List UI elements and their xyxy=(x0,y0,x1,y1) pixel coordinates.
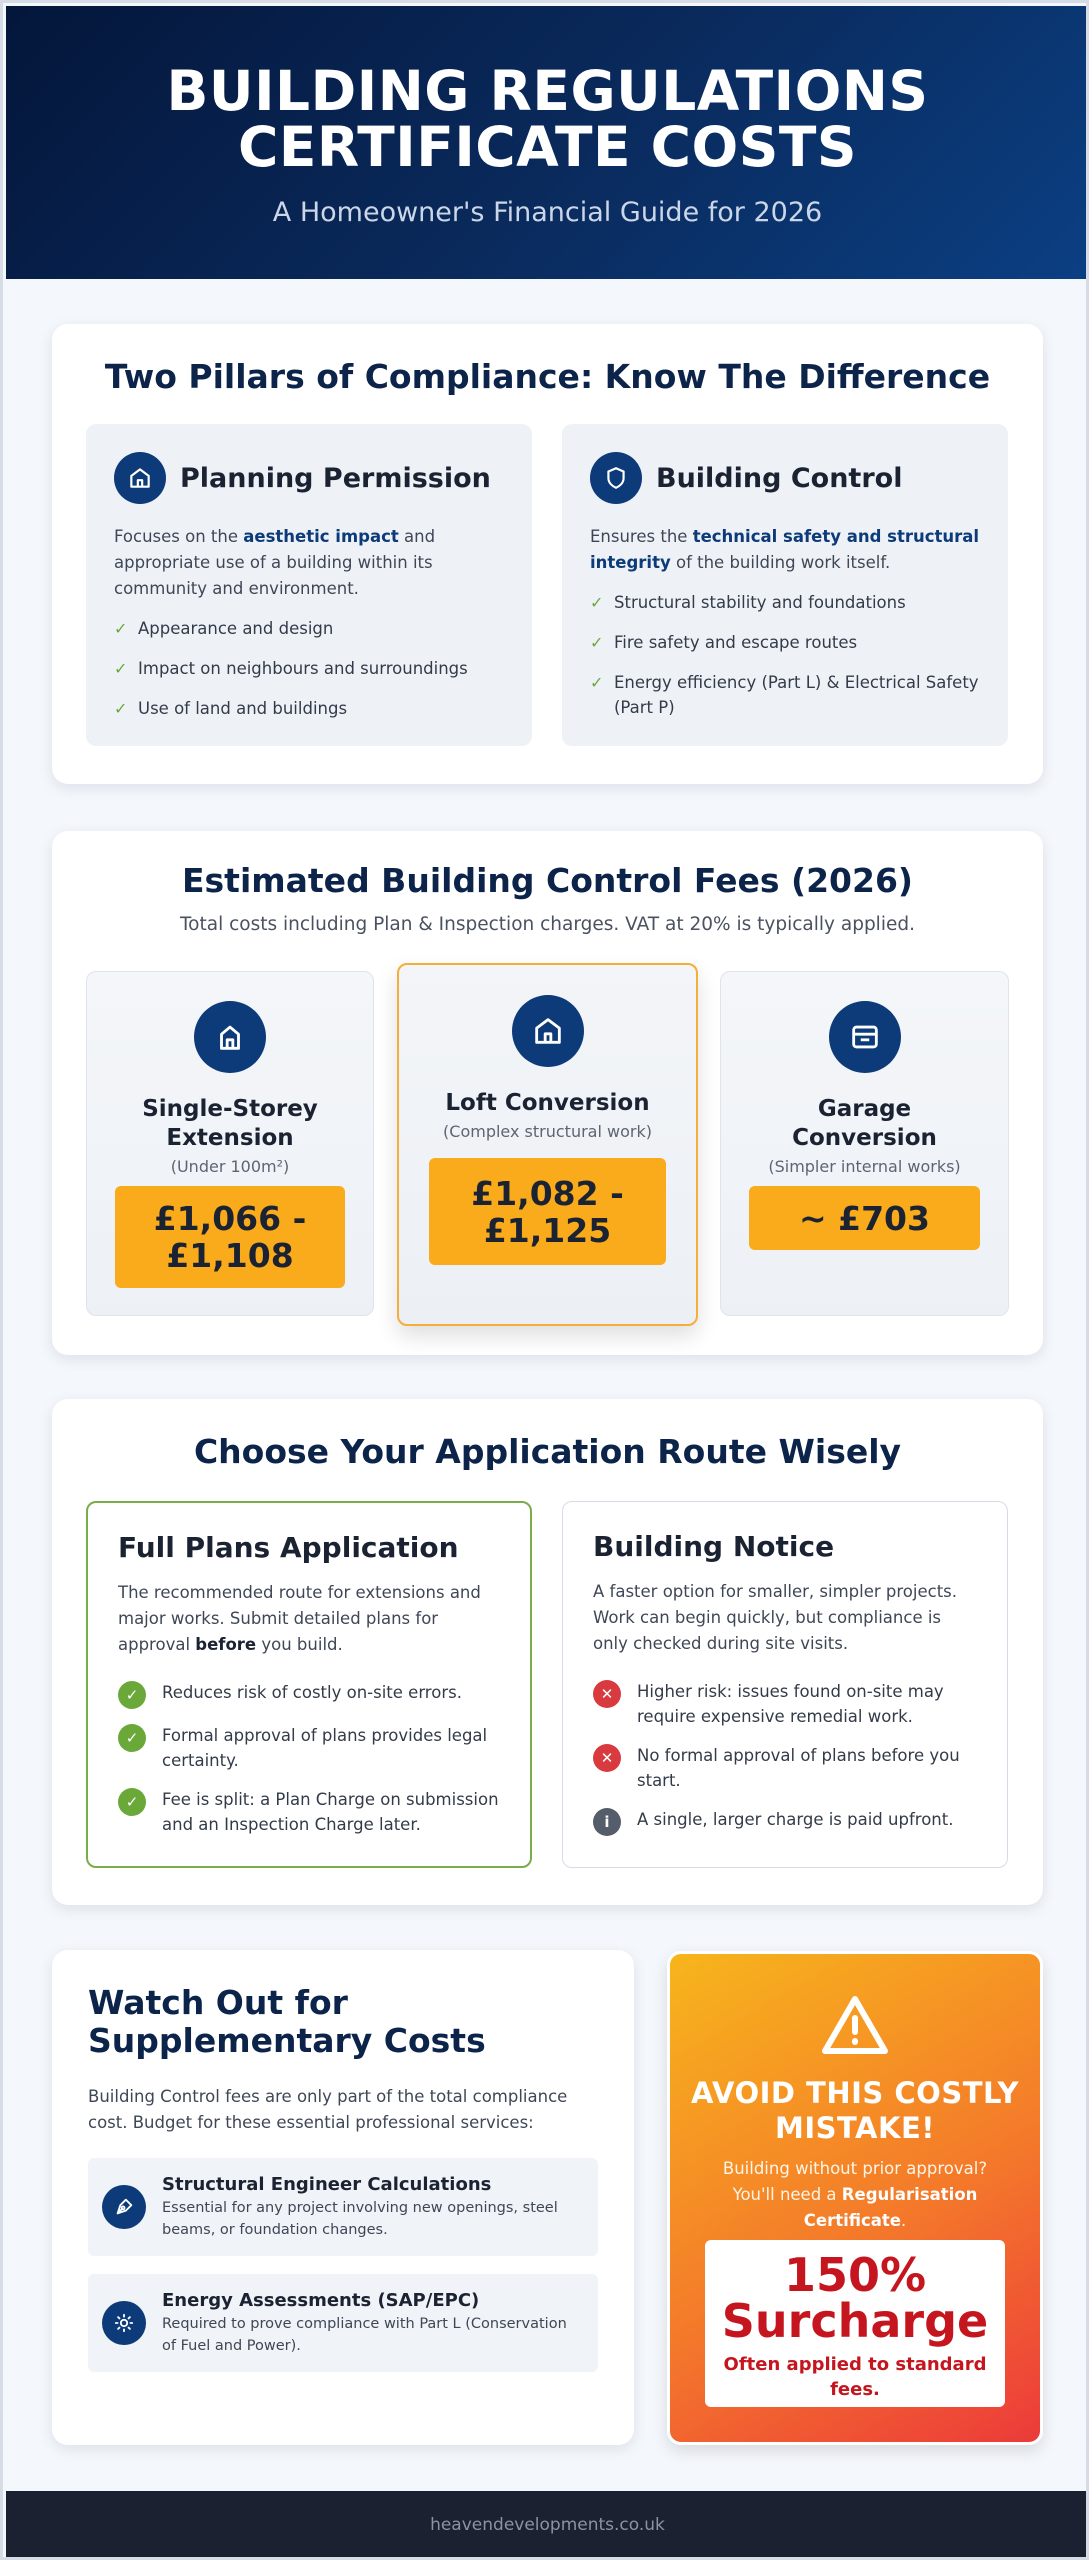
check-icon: ✓ xyxy=(590,673,604,692)
control-description: Ensures the technical safety and structural integrity of the building work itself. xyxy=(590,527,980,572)
fees-title: Estimated Building Control Fees (2026) xyxy=(181,861,913,900)
planning-description: Focuses on the aesthetic impact and appropriate use of a building within its community and environment. xyxy=(114,527,436,598)
fee-note: (Simpler internal works) xyxy=(768,1157,961,1176)
check-icon: ✓ xyxy=(114,699,128,718)
building-notice-heading: Building Notice xyxy=(593,1530,835,1563)
page-subtitle: A Homeowner's Financial Guide for 2026 xyxy=(272,197,823,228)
control-heading: Building Control xyxy=(656,462,903,494)
list-item: ✓ Fire safety and escape routes xyxy=(590,630,980,655)
page-header xyxy=(6,6,1089,279)
pillars-section xyxy=(52,324,1043,784)
pen-tool-icon xyxy=(102,2185,146,2229)
shield-icon xyxy=(590,452,642,504)
house-icon xyxy=(114,452,166,504)
pillars-title: Two Pillars of Compliance: Know The Difference xyxy=(104,357,991,396)
control-list xyxy=(590,590,980,720)
warning-triangle-icon xyxy=(670,1994,1040,2060)
list-item: ✓ Use of land and buildings xyxy=(114,696,504,721)
warning-message: Building without prior approval? You'll need a Regularisation Certificate. xyxy=(722,2159,988,2230)
supplementary-item-title: Structural Engineer Calculations xyxy=(162,2173,492,2195)
fees-section xyxy=(52,831,1043,1355)
fee-name: Loft Conversion xyxy=(445,1090,650,1116)
surcharge-note: Often applied to standard fees. xyxy=(723,2354,987,2400)
list-item: i A single, larger charge is paid upfront. xyxy=(593,1807,977,1836)
building-notice-description: A faster option for smaller, simpler projects. Work can begin quickly, but compliance is only checked during site visits. xyxy=(593,1582,958,1653)
fee-price: £1,066 - £1,108 xyxy=(115,1186,345,1288)
list-item: ✕ Higher risk: issues found on-site may require expensive remedial work. xyxy=(593,1679,977,1729)
supplementary-description: Building Control fees are only part of the total compliance cost. Budget for these essential professional services: xyxy=(88,2087,568,2132)
building-notice-card xyxy=(562,1501,1008,1868)
page-title: BUILDING REGULATIONS CERTIFICATE COSTS xyxy=(166,59,929,179)
sun-icon xyxy=(102,2301,146,2345)
list-item: ✓ Formal approval of plans provides legal certainty. xyxy=(118,1723,500,1773)
x-circle-icon: ✕ xyxy=(593,1744,621,1772)
fee-card-extension xyxy=(86,971,374,1316)
check-icon: ✓ xyxy=(590,633,604,652)
check-icon: ✓ xyxy=(114,619,128,638)
list-item: ✓ Impact on neighbours and surroundings xyxy=(114,656,504,681)
planning-heading: Planning Permission xyxy=(180,462,491,494)
fees-subtitle: Total costs including Plan & Inspection charges. VAT at 20% is typically applied. xyxy=(180,914,915,935)
building-notice-list xyxy=(593,1679,977,1836)
supplementary-item xyxy=(88,2158,598,2256)
fee-name: Garage Conversion xyxy=(792,1096,937,1151)
warning-card xyxy=(667,1951,1043,2445)
fee-price: £1,082 - £1,125 xyxy=(429,1158,666,1265)
supplementary-item-title: Energy Assessments (SAP/EPC) xyxy=(162,2289,480,2311)
supplementary-item xyxy=(88,2274,598,2372)
supplementary-item-desc: Required to prove compliance with Part L (Conservation of Fuel and Power). xyxy=(162,2315,567,2354)
info-circle-icon: i xyxy=(593,1808,621,1836)
supplementary-item-desc: Essential for any project involving new openings, steel beams, or foundation changes. xyxy=(162,2199,558,2238)
surcharge-box xyxy=(705,2240,1005,2407)
check-circle-icon: ✓ xyxy=(118,1724,146,1752)
fee-note: (Under 100m²) xyxy=(170,1157,290,1176)
garage-icon xyxy=(829,1001,901,1073)
full-plans-list xyxy=(118,1680,500,1837)
full-plans-description: The recommended route for extensions and major works. Submit detailed plans for approval before you build. xyxy=(118,1583,481,1654)
building-control-card xyxy=(562,424,1008,746)
full-plans-card xyxy=(86,1501,532,1868)
fee-name: Single-Storey Extension xyxy=(142,1096,318,1151)
fee-card-garage xyxy=(720,971,1009,1316)
x-circle-icon: ✕ xyxy=(593,1680,621,1708)
routes-section xyxy=(52,1399,1043,1905)
planning-permission-card xyxy=(86,424,532,746)
list-item: ✓ Energy efficiency (Part L) & Electrical Safety (Part P) xyxy=(590,670,980,720)
list-item: ✓ Reduces risk of costly on-site errors. xyxy=(118,1680,500,1709)
full-plans-heading: Full Plans Application xyxy=(118,1531,459,1564)
list-item: ✓ Appearance and design xyxy=(114,616,504,641)
list-item: ✕ No formal approval of plans before you start. xyxy=(593,1743,977,1793)
list-item: ✓ Fee is split: a Plan Charge on submission and an Inspection Charge later. xyxy=(118,1787,500,1837)
planning-list xyxy=(114,616,504,721)
check-circle-icon: ✓ xyxy=(118,1788,146,1816)
footer-link[interactable]: heavendevelopments.co.uk xyxy=(430,2515,665,2535)
list-item: ✓ Structural stability and foundations xyxy=(590,590,980,615)
fee-price: ~ £703 xyxy=(749,1186,980,1250)
surcharge-value: 150% Surcharge xyxy=(721,2248,989,2348)
check-circle-icon: ✓ xyxy=(118,1681,146,1709)
footer xyxy=(6,2491,1089,2560)
fee-note: (Complex structural work) xyxy=(443,1122,652,1141)
routes-title: Choose Your Application Route Wisely xyxy=(193,1432,902,1471)
extension-house-icon xyxy=(194,1001,266,1073)
check-icon: ✓ xyxy=(114,659,128,678)
supplementary-section xyxy=(52,1950,634,2445)
warning-title: AVOID THIS COSTLY MISTAKE! xyxy=(691,2076,1019,2145)
check-icon: ✓ xyxy=(590,593,604,612)
fee-card-loft xyxy=(397,963,698,1326)
supplementary-title: Watch Out for Supplementary Costs xyxy=(88,1983,486,2060)
house-icon xyxy=(512,995,584,1067)
